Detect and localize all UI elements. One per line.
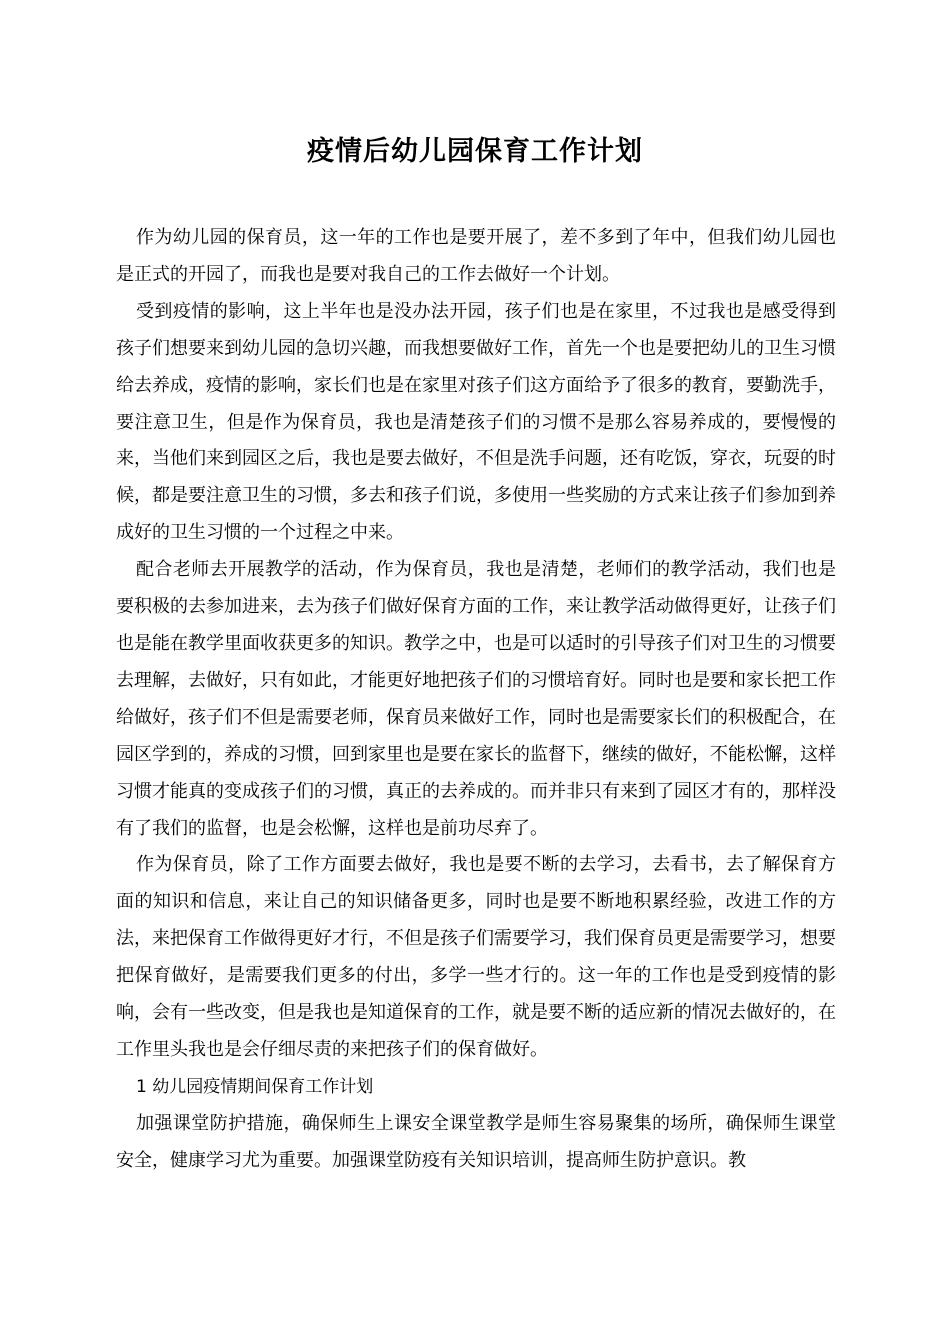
paragraph-intro: 作为幼儿园的保育员，这一年的工作也是要开展了，差不多到了年中，但我们幼儿园也是正式的开园了，而我也是要对我自己的工作去做好一个计划。 xyxy=(116,227,836,285)
document-title: 疫情后幼儿园保育工作计划 xyxy=(307,136,643,167)
paragraph-hygiene-habits: 受到疫情的影响，这上半年也是没办法开园，孩子们也是在家里，不过我也是感受得到孩子们想要来到幼儿园的急切兴趣，而我想要做好工作，首先一个也是要把幼儿的卫生习惯给去养成，疫情的影响，家长们也是在家里对孩子们这方面给予了很多的教育，要勤洗手，要注意卫生，但是作为保育员，我也是清楚孩子们的习惯不是那么容易养成的，要慢慢的来，当他们来到园区之后，我也是要去做好，不但是洗手问题，还有吃饭，穿衣，玩耍的时候，都是要注意卫生的习惯，多去和孩子们说，多使用一些奖励的方式来让孩子们参加到养成好的卫生习惯的一个过程之中来。 xyxy=(116,300,836,544)
paragraph-self-learning: 作为保育员，除了工作方面要去做好，我也是要不断的去学习，去看书，去了解保育方面的知识和信息，来让自己的知识储备更多，同时也是要不断地积累经验，改进工作的方法，来把保育工作做得更好才行，不但是孩子们需要学习，我们保育员更是需要学习，想要把保育做好，是需要我们更多的付出，多学一些才行的。这一年的工作也是受到疫情的影响，会有一些改变，但是我也是知道保育的工作，就是要不断的适应新的情况去做好的，在工作里头我也是会仔细尽责的来把孩子们的保育做好。 xyxy=(116,854,836,1060)
paragraph-teaching-cooperation: 配合老师去开展教学的活动，作为保育员，我也是清楚，老师们的教学活动，我们也是要积极的去参加进来，去为孩子们做好保育方面的工作，来让教学活动做得更好，让孩子们也是能在教学里面收获更多的知识。教学之中，也是可以适时的引导孩子们对卫生的习惯要去理解，去做好，只有如此，才能更好地把孩子们的习惯培育好。同时也是要和家长把工作给做好，孩子们不但是需要老师，保育员来做好工作，同时也是需要家长们的积极配合，在园区学到的，养成的习惯，回到家里也是要在家长的监督下，继续的做好，不能松懈，这样习惯才能真的变成孩子们的习惯，真正的去养成的。而并非只有来到了园区才有的，那样没有了我们的监督，也是会松懈，这样也是前功尽弃了。 xyxy=(116,559,836,839)
document-body xyxy=(116,220,836,1180)
paragraph-classroom-protection: 加强课堂防护措施，确保师生上课安全课堂教学是师生容易聚集的场所，确保师生课堂安全，健康学习尤为重要。加强课堂防疫有关知识培训，提高师生防护意识。教 xyxy=(116,1112,836,1171)
section-heading: 1 幼儿园疫情期间保育工作计划 xyxy=(136,1076,374,1097)
